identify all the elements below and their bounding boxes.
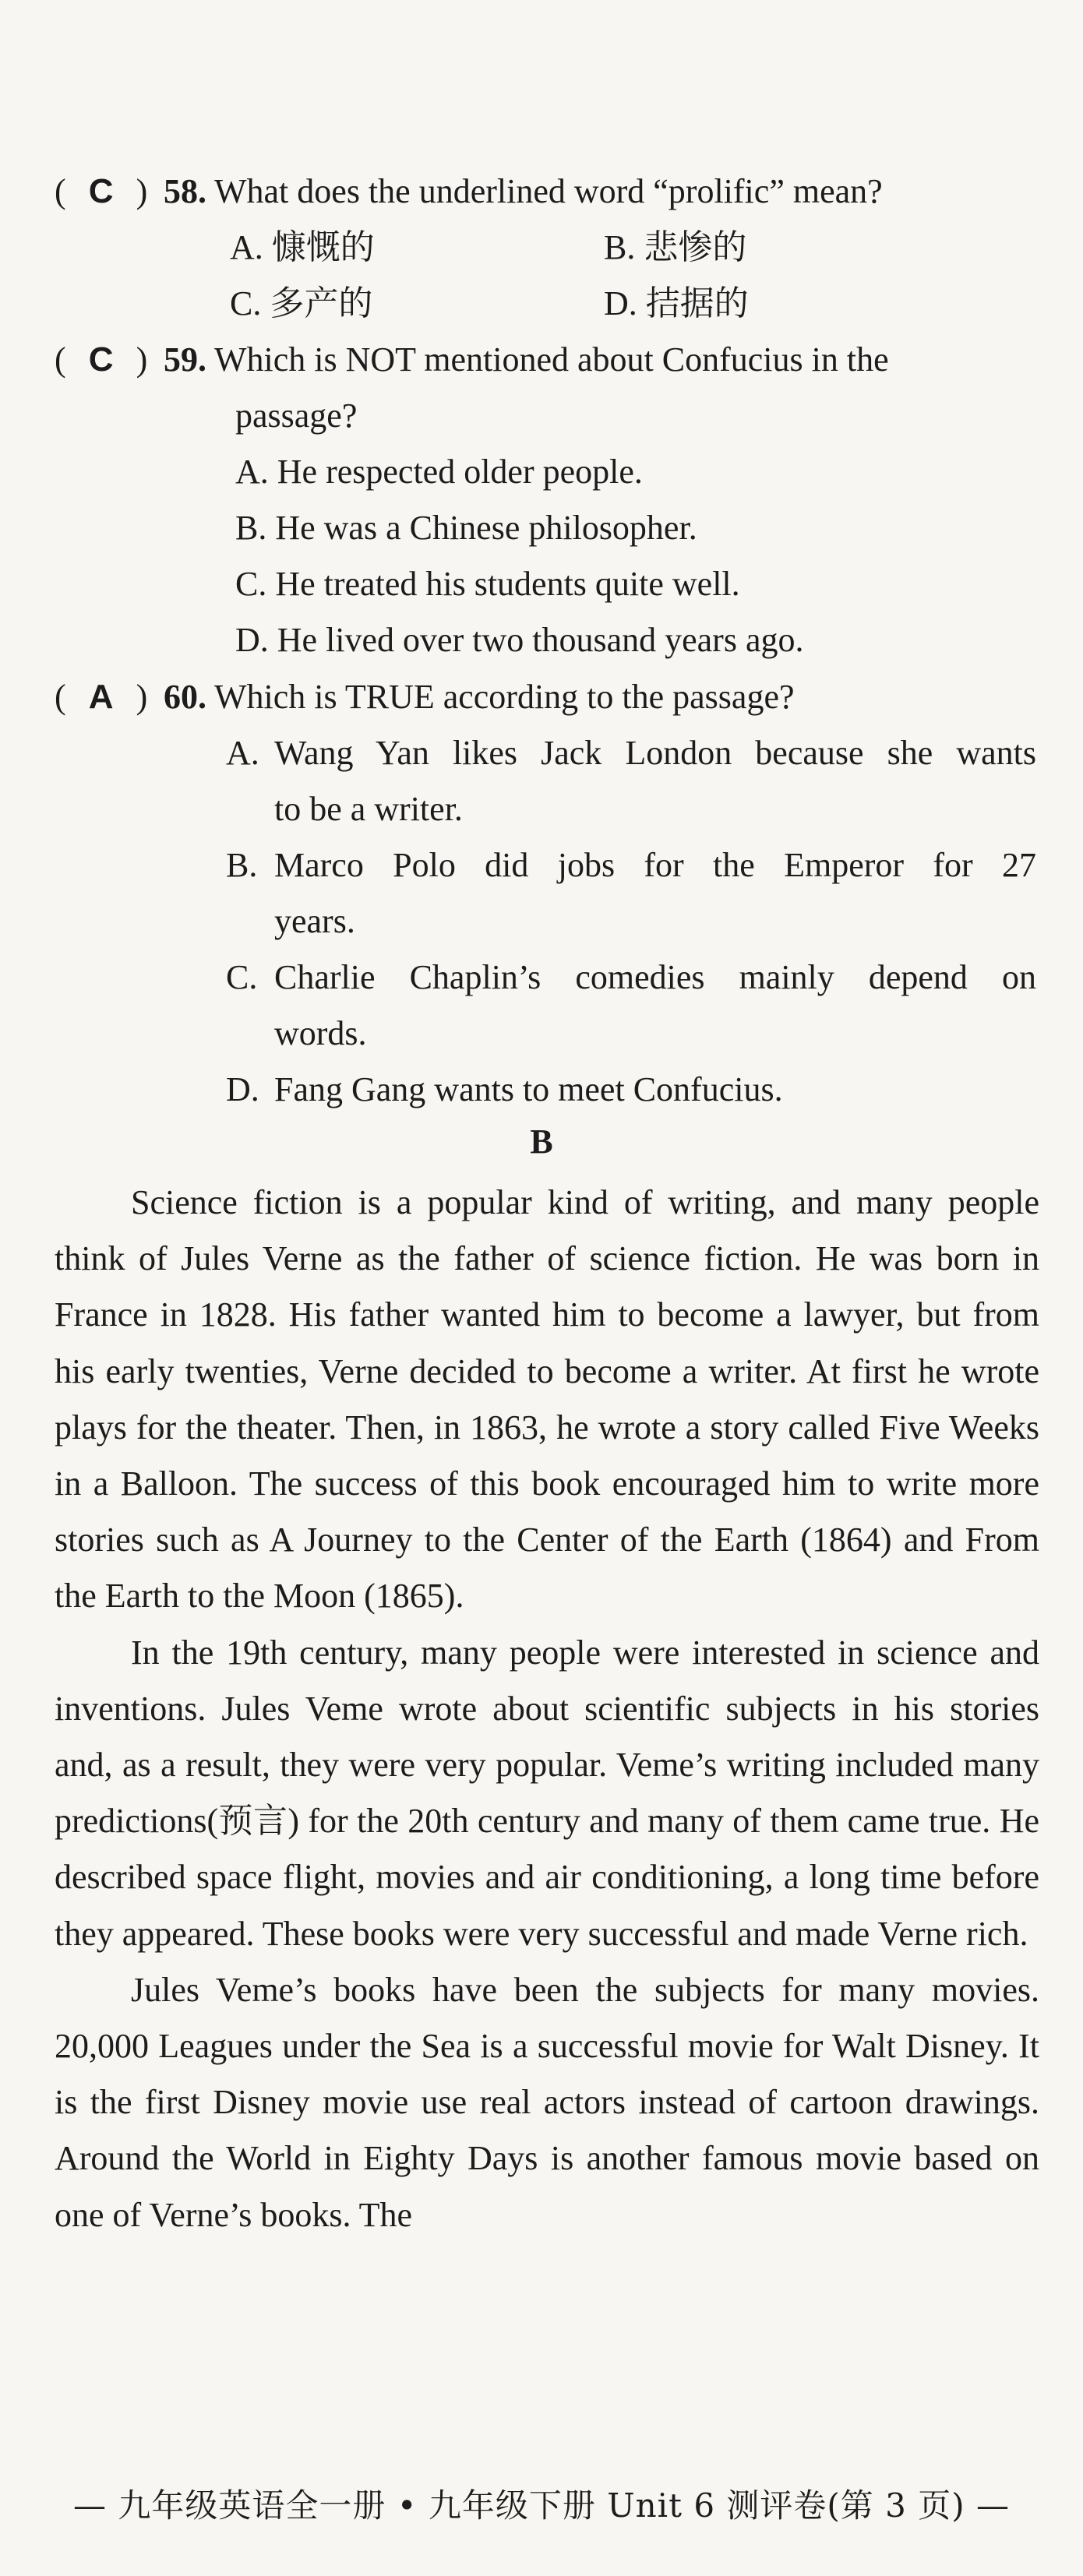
option-text-continued: years. <box>274 902 355 940</box>
question-stem-continued: passage? <box>235 396 358 435</box>
option-label: C. <box>226 958 258 996</box>
question-number: 58. <box>164 172 206 210</box>
option-a <box>55 725 1036 837</box>
answer-bracket: ( A ) <box>55 669 164 725</box>
passage-paragraph-3: Jules Veme’s books have been the subjects for many movies. 20,000 Leagues under the Sea is a successful movie for Walt Disney. It is the first Disney movie use real actors instead of cartoon drawings. Around the World in Eighty Days is another famous movie based on one of Verne’s books. The <box>55 1970 1039 2234</box>
option-d: D. 拮据的 <box>604 284 749 322</box>
option-text: Wang Yan likes Jack London because she wants <box>274 734 1036 772</box>
reading-passage <box>55 1175 1039 2243</box>
option-c: C. He treated his students quite well. <box>235 565 740 603</box>
option-label: D. <box>226 1070 259 1108</box>
answer-bracket: ( C ) <box>55 332 164 388</box>
option-d <box>55 1062 1036 1118</box>
option-text-continued: words. <box>274 1014 367 1052</box>
option-label: B. <box>226 846 258 884</box>
option-c <box>55 950 1036 1062</box>
answer-bracket: ( C ) <box>55 164 164 220</box>
passage-paragraph-2: In the 19th century, many people were interested in science and inventions. Jules Veme wrote about scientific subjects in his stories and, as a result, they were very popular. Veme’s writing included many predictions(预言) for the 20th century and many of them came true. He described space flight, movies and air conditioning, a long time before they appeared. These books were very successful and made Verne rich. <box>55 1633 1039 1953</box>
question-stem: Which is NOT mentioned about Confucius in the <box>214 340 889 379</box>
question-number: 60. <box>164 678 206 716</box>
answer-letter: C <box>88 172 114 210</box>
question-number: 59. <box>164 340 206 379</box>
option-c: C. 多产的 <box>230 284 373 322</box>
answer-letter: C <box>88 340 114 379</box>
question-stem-line <box>55 332 1036 388</box>
question-stem: Which is TRUE according to the passage? <box>214 678 795 716</box>
options-row <box>55 276 1036 332</box>
question-stem: What does the underlined word “prolific” mean? <box>214 172 883 210</box>
option-text: Fang Gang wants to meet Confucius. <box>274 1070 783 1108</box>
section-heading: B <box>530 1122 553 1161</box>
option-b: B. 悲惨的 <box>604 228 747 266</box>
option-d: D. He lived over two thousand years ago. <box>235 621 804 659</box>
option-a: A. 慷慨的 <box>230 228 375 266</box>
answer-letter: A <box>88 678 114 716</box>
question-60 <box>55 669 1036 1118</box>
question-59 <box>55 332 1036 668</box>
option-text: Charlie Chaplin’s comedies mainly depend on <box>274 958 1036 996</box>
option-text-continued: to be a writer. <box>274 790 463 828</box>
page-footer: — 九年级英语全一册 • 九年级下册 Unit 6 测评卷(第 3 页) — <box>73 2486 1010 2525</box>
question-58 <box>55 164 1036 332</box>
options-row <box>55 220 1036 276</box>
option-label: A. <box>226 734 259 772</box>
option-b <box>55 837 1036 950</box>
passage-paragraph-1: Science fiction is a popular kind of writing, and many people think of Jules Verne as the father of science fiction. He was born in France in 1828. His father wanted him to become a lawyer, but from his early twenties, Verne decided to become a writer. At first he wrote plays for the theater. Then, in 1863, he wrote a story called Five Weeks in a Balloon. The success of this book encouraged him to write more stories such as A Journey to the Center of the Earth (1864) and From the Earth to the Moon (1865). <box>55 1183 1039 1616</box>
option-text: Marco Polo did jobs for the Emperor for 27 <box>274 846 1036 884</box>
option-b: B. He was a Chinese philosopher. <box>235 509 697 547</box>
option-a: A. He respected older people. <box>235 453 643 491</box>
question-stem-line <box>55 669 1036 725</box>
question-stem-line <box>55 164 1036 220</box>
